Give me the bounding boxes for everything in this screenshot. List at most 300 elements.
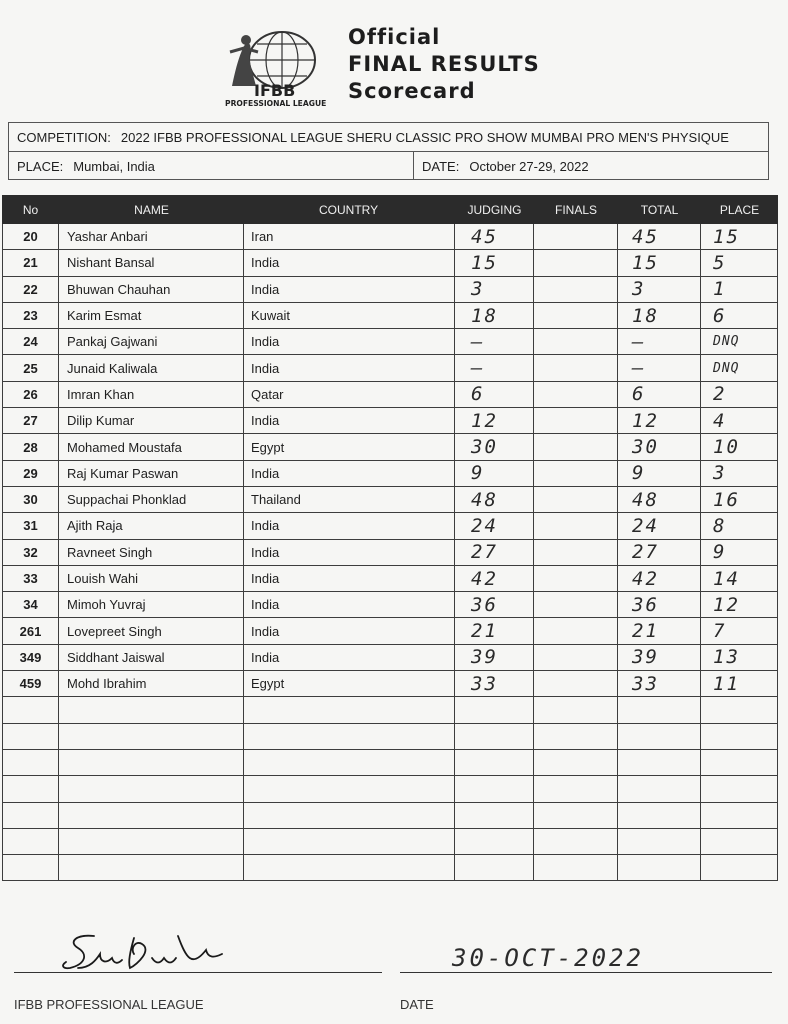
title-line-official: Official <box>348 25 441 49</box>
cell-name <box>59 776 244 801</box>
cell-place <box>701 513 778 538</box>
cell-no-text: 28 <box>23 439 38 455</box>
cell-place-text: 5 <box>713 251 727 274</box>
cell-no <box>2 303 59 328</box>
cell-total <box>618 592 701 617</box>
cell-no-text: 23 <box>23 308 38 324</box>
table-row <box>2 724 778 750</box>
cell-place-text: 8 <box>713 514 727 537</box>
cell-no-text: 21 <box>23 255 38 271</box>
cell-finals <box>534 540 618 565</box>
ifbb-league-label: IFBB PROFESSIONAL LEAGUE <box>14 997 204 1012</box>
cell-country-text: Egypt <box>251 676 285 692</box>
cell-place <box>701 750 778 775</box>
cell-judging <box>455 592 534 617</box>
cell-name <box>59 750 244 775</box>
cell-name <box>59 250 244 275</box>
cell-place <box>701 592 778 617</box>
cell-country-text: India <box>251 465 280 481</box>
cell-no <box>2 645 59 670</box>
cell-place <box>701 566 778 591</box>
cell-finals <box>534 434 618 459</box>
table-row <box>2 434 778 460</box>
cell-judging-text: 27 <box>471 541 498 564</box>
cell-country <box>244 829 455 854</box>
table-row <box>2 750 778 776</box>
cell-name-text: Raj Kumar Paswan <box>67 465 179 481</box>
cell-judging-text: 30 <box>471 436 498 459</box>
cell-place-text: 10 <box>713 436 740 459</box>
cell-total <box>618 855 701 880</box>
cell-finals <box>534 724 618 749</box>
competition-row <box>9 123 768 152</box>
table-row <box>2 592 778 618</box>
cell-no <box>2 829 59 854</box>
cell-name-text: Yashar Anbari <box>67 229 148 245</box>
cell-name-text: Mohamed Moustafa <box>67 439 182 455</box>
cell-name <box>59 645 244 670</box>
cell-country <box>244 540 455 565</box>
cell-name-text: Pankaj Gajwani <box>67 334 158 350</box>
cell-total <box>618 224 701 249</box>
cell-no-text: 30 <box>23 492 38 508</box>
cell-place <box>701 434 778 459</box>
date-cell <box>414 152 768 180</box>
cell-no-text: 26 <box>23 386 38 402</box>
cell-place <box>701 382 778 407</box>
cell-name-text: Bhuwan Chauhan <box>67 281 171 297</box>
table-header <box>2 195 778 224</box>
cell-judging <box>455 277 534 302</box>
cell-judging-text: 42 <box>471 567 498 590</box>
cell-total <box>618 250 701 275</box>
cell-name-text: Nishant Bansal <box>67 255 155 271</box>
cell-total <box>618 724 701 749</box>
cell-name <box>59 303 244 328</box>
table-row <box>2 224 778 250</box>
cell-finals <box>534 408 618 433</box>
cell-country <box>244 329 455 354</box>
cell-place-text: 12 <box>713 593 740 616</box>
cell-place <box>701 724 778 749</box>
cell-judging <box>455 803 534 828</box>
cell-place-text: 6 <box>713 304 727 327</box>
table-row <box>2 697 778 723</box>
cell-total-text: 9 <box>632 462 646 485</box>
cell-judging <box>455 250 534 275</box>
cell-total <box>618 303 701 328</box>
cell-total <box>618 355 701 380</box>
cell-country <box>244 750 455 775</box>
cell-total <box>618 277 701 302</box>
cell-total <box>618 487 701 512</box>
cell-finals <box>534 250 618 275</box>
cell-no <box>2 671 59 696</box>
table-row <box>2 855 778 881</box>
cell-total-text: 36 <box>632 593 659 616</box>
cell-country-text: India <box>251 518 280 534</box>
cell-total-text: 33 <box>632 672 659 695</box>
cell-judging <box>455 303 534 328</box>
place-value: Mumbai, India <box>73 158 155 174</box>
cell-finals <box>534 303 618 328</box>
cell-country <box>244 566 455 591</box>
cell-total <box>618 382 701 407</box>
cell-total <box>618 803 701 828</box>
cell-total <box>618 513 701 538</box>
cell-total <box>618 829 701 854</box>
cell-place <box>701 829 778 854</box>
cell-name <box>59 566 244 591</box>
cell-judging <box>455 671 534 696</box>
cell-country-text: India <box>251 334 280 350</box>
cell-country <box>244 461 455 486</box>
cell-no-text: 261 <box>19 623 42 639</box>
cell-total-text: 48 <box>632 488 659 511</box>
cell-name <box>59 382 244 407</box>
signature <box>56 928 236 978</box>
table-row <box>2 408 778 434</box>
header-place: PLACE <box>719 202 760 217</box>
cell-name <box>59 697 244 722</box>
cell-country-text: India <box>251 255 280 271</box>
cell-total-text: 15 <box>632 251 659 274</box>
cell-no <box>2 329 59 354</box>
cell-place <box>701 224 778 249</box>
cell-place <box>701 803 778 828</box>
cell-no-text: 34 <box>23 597 38 613</box>
cell-place-text: 1 <box>713 278 727 301</box>
cell-total-text: 27 <box>632 541 659 564</box>
table-row <box>2 382 778 408</box>
cell-total <box>618 329 701 354</box>
cell-total <box>618 540 701 565</box>
cell-country <box>244 487 455 512</box>
cell-finals <box>534 855 618 880</box>
competition-value: 2022 IFBB PROFESSIONAL LEAGUE SHERU CLASSIC PRO SHOW MUMBAI PRO MEN'S PHYSIQUE <box>120 129 729 145</box>
cell-total <box>618 566 701 591</box>
cell-place-text: 15 <box>713 225 740 248</box>
logo-subtext: PROFESSIONAL LEAGUE <box>225 99 327 108</box>
cell-name <box>59 277 244 302</box>
table-row <box>2 566 778 592</box>
cell-place <box>701 855 778 880</box>
cell-no-text: 459 <box>19 676 42 692</box>
cell-name <box>59 855 244 880</box>
place-cell <box>9 152 414 180</box>
cell-name-text: Dilip Kumar <box>67 413 135 429</box>
cell-judging-text: 3 <box>471 278 485 301</box>
cell-judging <box>455 566 534 591</box>
cell-total <box>618 434 701 459</box>
header-country: COUNTRY <box>319 202 379 217</box>
cell-judging <box>455 461 534 486</box>
cell-no <box>2 724 59 749</box>
cell-country-text: Qatar <box>251 386 284 402</box>
competition-label: COMPETITION: <box>17 129 111 145</box>
cell-judging <box>455 724 534 749</box>
cell-judging-text: — <box>471 357 485 380</box>
cell-country <box>244 408 455 433</box>
cell-country <box>244 671 455 696</box>
cell-total <box>618 618 701 643</box>
cell-judging-text: 33 <box>471 672 498 695</box>
cell-judging <box>455 487 534 512</box>
cell-place <box>701 461 778 486</box>
cell-finals <box>534 355 618 380</box>
cell-name-text: Lovepreet Singh <box>67 623 162 639</box>
cell-no <box>2 224 59 249</box>
cell-finals <box>534 224 618 249</box>
cell-country-text: India <box>251 571 280 586</box>
cell-name <box>59 618 244 643</box>
cell-country-text: India <box>251 281 280 297</box>
cell-no <box>2 250 59 275</box>
signature-line-left <box>14 972 382 973</box>
cell-country-text: India <box>251 597 280 613</box>
cell-total <box>618 750 701 775</box>
cell-no <box>2 776 59 801</box>
cell-country <box>244 645 455 670</box>
cell-no <box>2 277 59 302</box>
cell-country <box>244 250 455 275</box>
cell-judging <box>455 355 534 380</box>
cell-judging-text: 36 <box>471 593 498 616</box>
cell-total-text: 42 <box>632 567 659 590</box>
cell-country <box>244 513 455 538</box>
cell-name <box>59 724 244 749</box>
cell-no-text: 24 <box>23 334 38 350</box>
cell-name <box>59 408 244 433</box>
cell-judging-text: 12 <box>471 409 498 432</box>
cell-finals <box>534 829 618 854</box>
cell-finals <box>534 776 618 801</box>
cell-finals <box>534 329 618 354</box>
table-row <box>2 829 778 855</box>
cell-judging <box>455 540 534 565</box>
cell-judging-text: 48 <box>471 488 498 511</box>
cell-no <box>2 382 59 407</box>
table-row <box>2 618 778 644</box>
signature-text: Sher Dula <box>56 928 61 929</box>
table-row <box>2 645 778 671</box>
logo-text: IFBB <box>254 81 296 100</box>
cell-no-text: 22 <box>23 281 38 297</box>
cell-no-text: 33 <box>23 571 38 586</box>
cell-judging <box>455 829 534 854</box>
cell-place-text: DNQ <box>713 334 740 350</box>
cell-judging <box>455 645 534 670</box>
cell-name-text: Mohd Ibrahim <box>67 676 147 692</box>
table-row <box>2 540 778 566</box>
cell-country <box>244 277 455 302</box>
cell-country-text: India <box>251 360 280 376</box>
cell-no-text: 349 <box>19 649 42 665</box>
cell-name <box>59 461 244 486</box>
cell-country <box>244 855 455 880</box>
cell-place <box>701 776 778 801</box>
cell-no <box>2 618 59 643</box>
cell-no <box>2 434 59 459</box>
cell-finals <box>534 513 618 538</box>
cell-name-text: Imran Khan <box>67 386 135 402</box>
cell-no <box>2 540 59 565</box>
header-total: TOTAL <box>640 202 679 217</box>
cell-country-text: Kuwait <box>251 308 291 324</box>
cell-country-text: India <box>251 413 280 429</box>
cell-finals <box>534 803 618 828</box>
date-label: DATE: <box>422 158 460 174</box>
cell-judging-text: 21 <box>471 620 498 643</box>
cell-total-text: 24 <box>632 514 659 537</box>
cell-country <box>244 697 455 722</box>
title-line-scorecard: Scorecard <box>348 79 476 103</box>
scorecard-title <box>348 24 540 105</box>
cell-total-text: — <box>632 357 646 380</box>
table-row <box>2 277 778 303</box>
table-row <box>2 329 778 355</box>
cell-judging <box>455 618 534 643</box>
cell-no-text: 20 <box>23 229 38 245</box>
header-judging: JUDGING <box>467 202 522 217</box>
cell-total <box>618 671 701 696</box>
cell-name <box>59 487 244 512</box>
cell-name <box>59 355 244 380</box>
cell-no <box>2 408 59 433</box>
cell-judging <box>455 434 534 459</box>
cell-total-text: 6 <box>632 383 646 406</box>
cell-finals <box>534 461 618 486</box>
cell-place <box>701 329 778 354</box>
date-footer-label: DATE <box>400 997 434 1012</box>
cell-judging <box>455 855 534 880</box>
cell-name <box>59 329 244 354</box>
cell-judging-text: 15 <box>471 251 498 274</box>
table-row <box>2 776 778 802</box>
cell-country <box>244 776 455 801</box>
signed-date: 30-OCT-2022 <box>452 944 644 972</box>
cell-name-text: Ravneet Singh <box>67 544 153 560</box>
header-finals: FINALS <box>554 202 597 217</box>
cell-name-text: Louish Wahi <box>67 571 139 586</box>
cell-no <box>2 697 59 722</box>
cell-total <box>618 697 701 722</box>
cell-finals <box>534 750 618 775</box>
cell-total-text: 3 <box>632 278 646 301</box>
cell-place-text: 7 <box>713 620 727 643</box>
cell-finals <box>534 566 618 591</box>
cell-judging-text: 45 <box>471 225 498 248</box>
cell-no-text: 32 <box>23 544 38 560</box>
table-body <box>2 224 778 881</box>
signature-line-right <box>400 972 772 973</box>
cell-name <box>59 592 244 617</box>
cell-total-text: — <box>632 330 646 353</box>
cell-judging-text: 39 <box>471 646 498 669</box>
cell-country <box>244 724 455 749</box>
cell-total-text: 12 <box>632 409 659 432</box>
cell-finals <box>534 645 618 670</box>
cell-judging <box>455 224 534 249</box>
cell-place <box>701 540 778 565</box>
cell-country <box>244 382 455 407</box>
cell-no <box>2 803 59 828</box>
cell-no-text: 31 <box>23 518 38 534</box>
cell-finals <box>534 618 618 643</box>
place-label: PLACE: <box>17 158 64 174</box>
cell-place-text: 16 <box>713 488 740 511</box>
cell-finals <box>534 487 618 512</box>
cell-country <box>244 224 455 249</box>
cell-name <box>59 224 244 249</box>
cell-name <box>59 829 244 854</box>
table-row <box>2 803 778 829</box>
cell-no <box>2 461 59 486</box>
cell-total-text: 21 <box>632 620 659 643</box>
cell-total-text: 39 <box>632 646 659 669</box>
cell-name <box>59 513 244 538</box>
header-no: No <box>22 202 39 217</box>
cell-place <box>701 277 778 302</box>
cell-judging <box>455 408 534 433</box>
cell-country <box>244 303 455 328</box>
cell-judging <box>455 697 534 722</box>
cell-total-text: 45 <box>632 225 659 248</box>
cell-no <box>2 592 59 617</box>
ifbb-logo <box>222 26 336 108</box>
cell-place <box>701 303 778 328</box>
cell-judging <box>455 513 534 538</box>
cell-no <box>2 355 59 380</box>
cell-name <box>59 434 244 459</box>
cell-judging-text: — <box>471 330 485 353</box>
cell-total <box>618 645 701 670</box>
cell-country <box>244 355 455 380</box>
cell-no-text: 29 <box>23 465 38 481</box>
cell-no <box>2 487 59 512</box>
cell-judging <box>455 329 534 354</box>
cell-name-text: Junaid Kaliwala <box>67 360 158 376</box>
cell-place <box>701 618 778 643</box>
cell-no-text: 25 <box>23 360 38 376</box>
cell-judging <box>455 750 534 775</box>
cell-name-text: Ajith Raja <box>67 518 123 534</box>
cell-country-text: Thailand <box>251 492 301 508</box>
cell-place-text: 11 <box>713 672 740 695</box>
cell-finals <box>534 592 618 617</box>
cell-name <box>59 540 244 565</box>
cell-finals <box>534 671 618 696</box>
cell-place <box>701 697 778 722</box>
cell-judging <box>455 382 534 407</box>
cell-place <box>701 250 778 275</box>
cell-country <box>244 592 455 617</box>
table-row <box>2 303 778 329</box>
cell-name-text: Mimoh Yuvraj <box>67 597 146 613</box>
cell-total <box>618 408 701 433</box>
cell-no <box>2 513 59 538</box>
table-row <box>2 250 778 276</box>
table-row <box>2 461 778 487</box>
cell-judging <box>455 776 534 801</box>
table-row <box>2 355 778 381</box>
cell-finals <box>534 382 618 407</box>
cell-judging-text: 9 <box>471 462 485 485</box>
cell-total-text: 30 <box>632 436 659 459</box>
cell-place-text: DNQ <box>713 360 740 376</box>
cell-place <box>701 645 778 670</box>
cell-place-text: 9 <box>713 541 727 564</box>
